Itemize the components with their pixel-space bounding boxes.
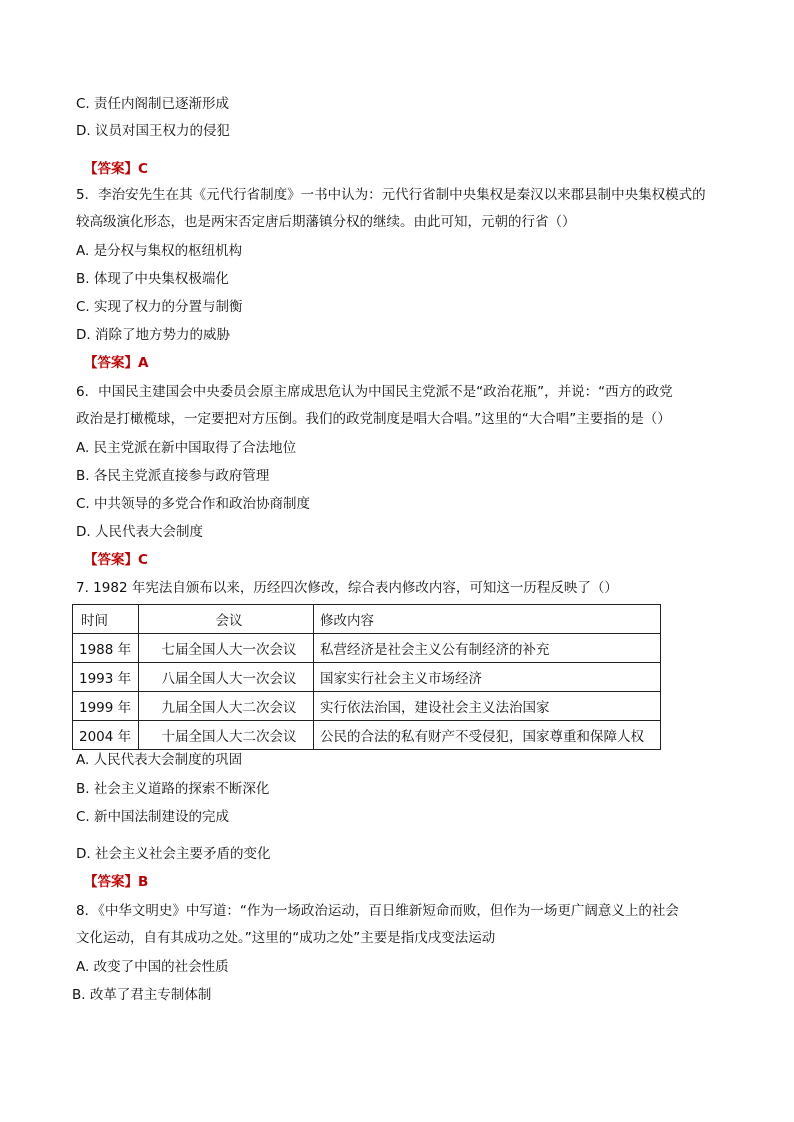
question-text: 文化运动，自有其成功之处。”这里的“成功之处”主要是指戊戌变法运动 bbox=[76, 930, 496, 946]
table-header-cell: 会议 bbox=[139, 605, 314, 634]
option-text: C. 新中国法制建设的完成 bbox=[76, 809, 230, 825]
option-text: A. 人民代表大会制度的巩固 bbox=[76, 752, 243, 768]
table-cell: 1993 年 bbox=[73, 663, 139, 692]
option-text: D. 社会主义社会主要矛盾的变化 bbox=[76, 846, 271, 862]
answer-label: 【答案】C bbox=[84, 552, 148, 568]
option-text: A. 是分权与集权的枢纽机构 bbox=[76, 243, 243, 259]
option-text: C. 中共领导的多党合作和政治协商制度 bbox=[76, 496, 311, 512]
table-cell: 公民的合法的私有财产不受侵犯，国家尊重和保障人权 bbox=[314, 721, 661, 750]
option-text: C. 责任内阁制已逐渐形成 bbox=[76, 96, 230, 112]
question-text: 较高级演化形态，也是两宋否定唐后期藩镇分权的继续。由此可知，元朝的行省（） bbox=[76, 214, 576, 230]
table-row bbox=[73, 692, 661, 721]
option-text: B. 社会主义道路的探索不断深化 bbox=[76, 781, 270, 797]
question-text: 6．中国民主建国会中央委员会原主席成思危认为中国民主党派不是“政治花瓶”，并说：“西方的政党 bbox=[76, 384, 673, 400]
table-cell: 实行依法治国，建设社会主义法治国家 bbox=[314, 692, 661, 721]
table-header-cell: 时间 bbox=[73, 605, 139, 634]
table-cell: 十届全国人大二次会议 bbox=[139, 721, 314, 750]
table-row bbox=[73, 634, 661, 663]
table-cell: 国家实行社会主义市场经济 bbox=[314, 663, 661, 692]
option-text: A. 民主党派在新中国取得了合法地位 bbox=[76, 440, 297, 456]
question-text: 8．《中华文明史》中写道：“作为一场政治运动，百日维新短命而败，但作为一场更广阔意义上的社会 bbox=[76, 903, 679, 919]
answer-label: 【答案】A bbox=[84, 355, 149, 371]
option-text: D. 议员对国王权力的侵犯 bbox=[76, 123, 230, 139]
table-cell: 七届全国人大一次会议 bbox=[139, 634, 314, 663]
table-cell: 1988 年 bbox=[73, 634, 139, 663]
question-text: 政治是打橄榄球，一定要把对方压倒。我们的政党制度是唱大合唱。”这里的“大合唱”主要指的是（） bbox=[76, 411, 671, 427]
option-text: C. 实现了权力的分置与制衡 bbox=[76, 299, 243, 315]
question-text: 7. 1982 年宪法自颁布以来，历经四次修改，综合表内修改内容，可知这一历程反映了（） bbox=[76, 580, 618, 596]
option-text: D. 消除了地方势力的威胁 bbox=[76, 327, 230, 343]
question-text: 5．李治安先生在其《元代行省制度》一书中认为：元代行省制中央集权是秦汉以来郡县制中央集权模式的 bbox=[76, 187, 706, 203]
table-cell: 2004 年 bbox=[73, 721, 139, 750]
answer-label: 【答案】B bbox=[84, 874, 149, 890]
option-text: B. 体现了中央集权极端化 bbox=[76, 271, 229, 287]
table-row bbox=[73, 721, 661, 750]
table-cell: 私营经济是社会主义公有制经济的补充 bbox=[314, 634, 661, 663]
answer-label: 【答案】C bbox=[84, 161, 148, 177]
table-cell: 九届全国人大二次会议 bbox=[139, 692, 314, 721]
table-header-cell: 修改内容 bbox=[314, 605, 661, 634]
table-header-row bbox=[73, 605, 661, 634]
option-text: A. 改变了中国的社会性质 bbox=[76, 959, 229, 975]
table-cell: 1999 年 bbox=[73, 692, 139, 721]
amendments-table bbox=[72, 604, 661, 750]
option-text: B. 改革了君主专制体制 bbox=[72, 987, 212, 1003]
table-cell: 八届全国人大一次会议 bbox=[139, 663, 314, 692]
option-text: D. 人民代表大会制度 bbox=[76, 524, 203, 540]
table-row bbox=[73, 663, 661, 692]
option-text: B. 各民主党派直接参与政府管理 bbox=[76, 468, 270, 484]
